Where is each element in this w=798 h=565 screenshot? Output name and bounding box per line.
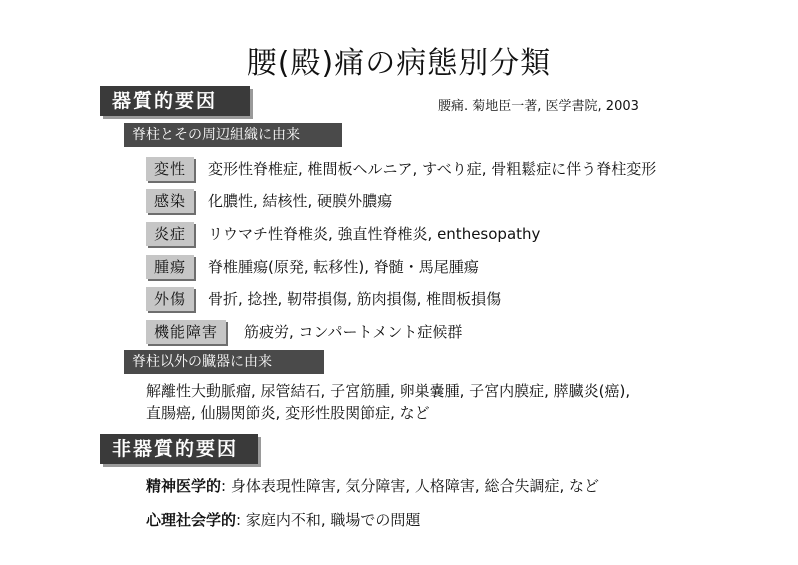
desc-tumor: 脊椎腫瘍(原発, 転移性), 脊髄・馬尾腫瘍 [208, 258, 479, 276]
desc-inflammation: リウマチ性脊椎炎, 強直性脊椎炎, enthesopathy [208, 225, 541, 243]
nonorganic-item-psychosocial [146, 509, 420, 531]
psychiatric-desc: : 身体表現性障害, 気分障害, 人格障害, 総合失調症, など [221, 477, 599, 495]
reference-citation: 腰痛. 菊地臣一著, 医学書院, 2003 [438, 99, 639, 114]
nonorganic-item-psychiatric [146, 475, 599, 497]
desc-degeneration: 変形性脊椎症, 椎間板ヘルニア, すべり症, 骨粗鬆症に伴う脊柱変形 [208, 160, 657, 178]
tag-infection: 感染 [146, 189, 194, 213]
organic-header: 器質的要因 [100, 86, 250, 116]
psychosocial-desc: : 家庭内不和, 職場での問題 [236, 511, 421, 529]
desc-dysfunction: 筋疲労, コンパートメント症候群 [244, 323, 463, 341]
psychiatric-label: 精神医学的 [146, 477, 222, 495]
slide-title: 腰(殿)痛の病態別分類 [246, 46, 552, 81]
tag-degeneration: 変性 [146, 157, 194, 181]
tag-trauma: 外傷 [146, 287, 194, 311]
visceral-line-2: 直腸癌, 仙腸関節炎, 変形性股関節症, など [146, 404, 430, 422]
desc-trauma: 骨折, 捻挫, 靭帯損傷, 筋肉損傷, 椎間板損傷 [208, 290, 502, 308]
tag-tumor: 腫瘍 [146, 255, 194, 279]
nonorganic-header: 非器質的要因 [100, 434, 258, 464]
spinal-origin-label: 脊柱とその周辺組織に由来 [124, 123, 342, 147]
visceral-origin-label: 脊柱以外の臓器に由来 [124, 350, 324, 374]
tag-inflammation: 炎症 [146, 222, 194, 246]
visceral-line-1: 解離性大動脈瘤, 尿管結石, 子宮筋腫, 卵巣嚢腫, 子宮内膜症, 膵臓炎(癌), [146, 382, 631, 400]
tag-dysfunction: 機能障害 [146, 320, 226, 344]
psychosocial-label: 心理社会学的 [146, 511, 237, 529]
desc-infection: 化膿性, 結核性, 硬膜外膿瘍 [208, 192, 393, 210]
